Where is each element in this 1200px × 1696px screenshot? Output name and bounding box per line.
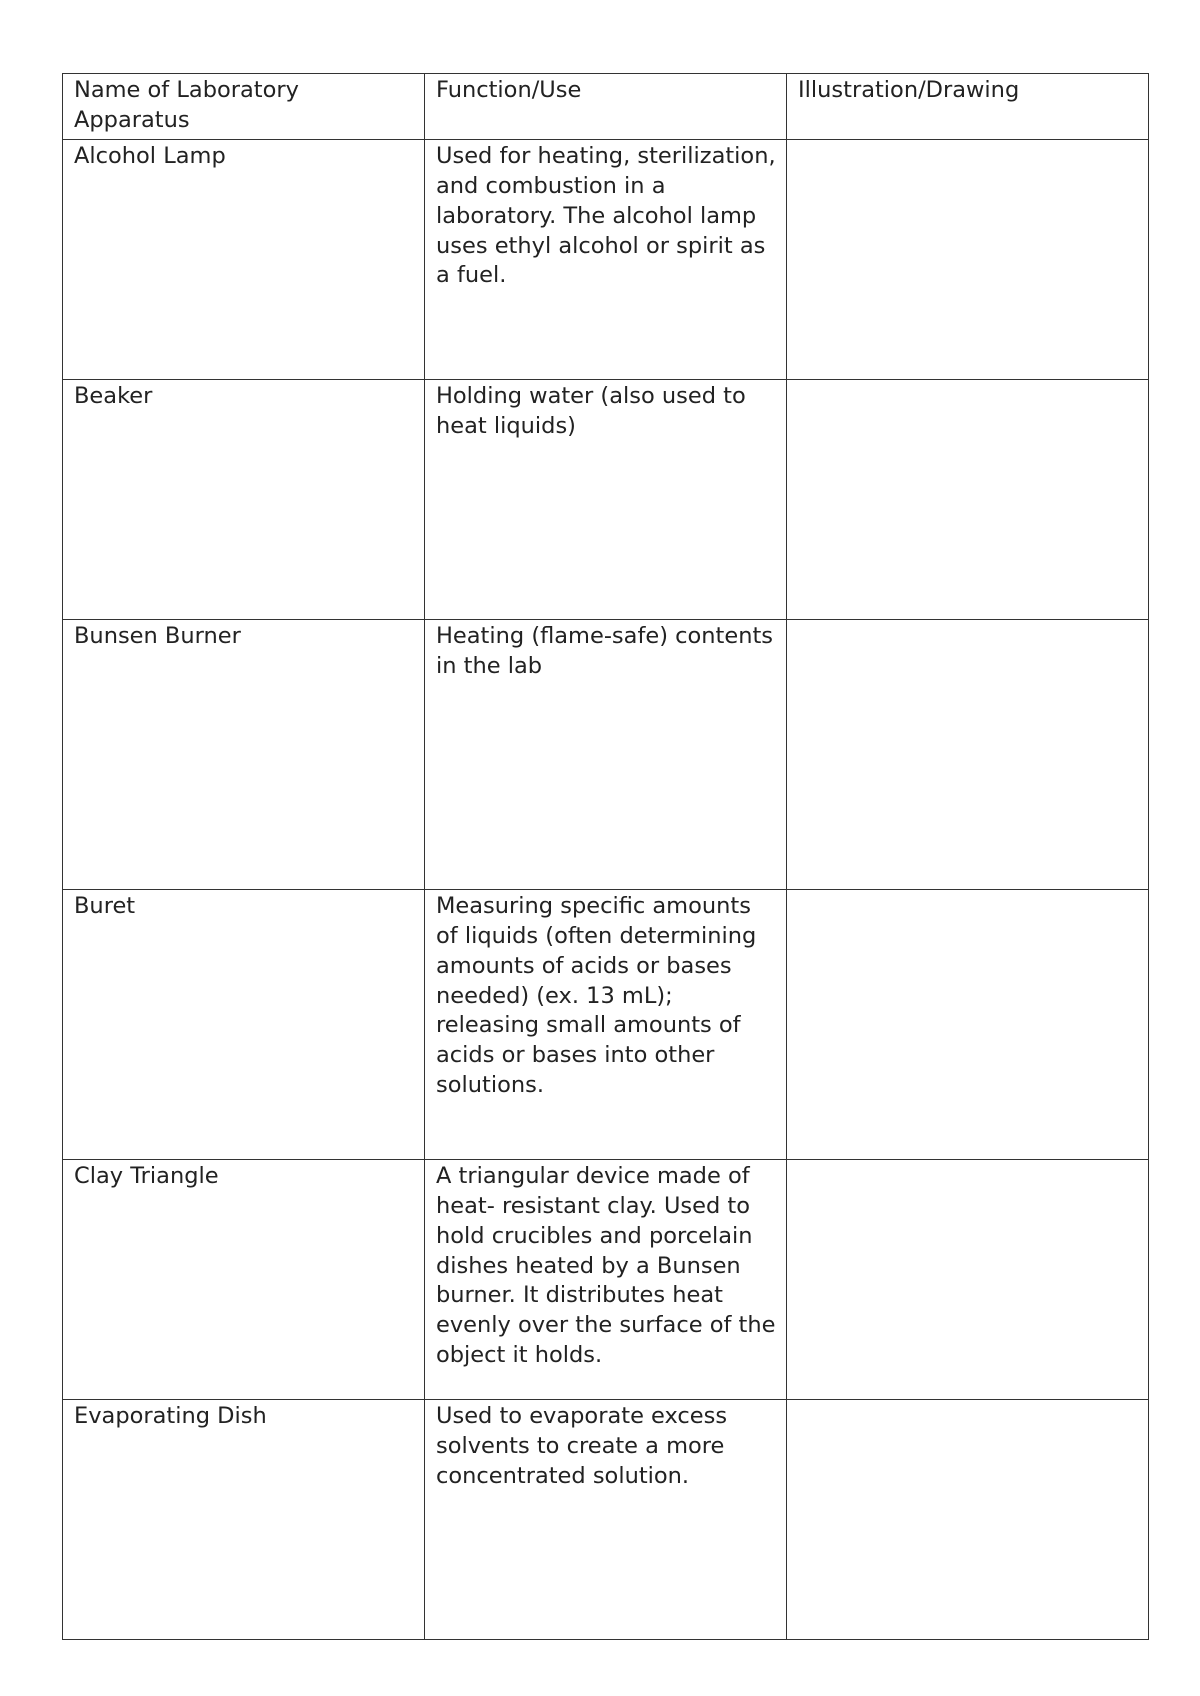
table-header-row [63,74,1149,140]
table-row [63,140,1149,380]
apparatus-name: Alcohol Lamp [63,140,425,380]
apparatus-illustration-cell [787,1160,1149,1400]
apparatus-illustration-cell [787,620,1149,890]
table-row [63,1160,1149,1400]
apparatus-illustration-cell [787,890,1149,1160]
apparatus-function: Used to evaporate excess solvents to create a more concentrated solution. [425,1400,787,1640]
apparatus-function: Heating (flame-safe) contents in the lab [425,620,787,890]
apparatus-name: Buret [63,890,425,1160]
table-row [63,1400,1149,1640]
table-row [63,620,1149,890]
table-row [63,380,1149,620]
apparatus-illustration-cell [787,140,1149,380]
header-name: Name of Laboratory Apparatus [63,74,425,140]
apparatus-name: Bunsen Burner [63,620,425,890]
header-function: Function/Use [425,74,787,140]
table-row [63,890,1149,1160]
apparatus-name: Clay Triangle [63,1160,425,1400]
apparatus-function: A triangular device made of heat- resistant clay. Used to hold crucibles and porcelain dishes heated by a Bunsen burner. It distributes heat evenly over the surface of the object it holds. [425,1160,787,1400]
apparatus-name: Beaker [63,380,425,620]
apparatus-name: Evaporating Dish [63,1400,425,1640]
apparatus-table [62,73,1149,1640]
apparatus-function: Measuring specific amounts of liquids (often determining amounts of acids or bases needed) (ex. 13 mL); releasing small amounts of acids or bases into other solutions. [425,890,787,1160]
apparatus-function: Used for heating, sterilization, and combustion in a laboratory. The alcohol lamp uses ethyl alcohol or spirit as a fuel. [425,140,787,380]
apparatus-function: Holding water (also used to heat liquids) [425,380,787,620]
header-illustration: Illustration/Drawing [787,74,1149,140]
apparatus-illustration-cell [787,380,1149,620]
apparatus-illustration-cell [787,1400,1149,1640]
